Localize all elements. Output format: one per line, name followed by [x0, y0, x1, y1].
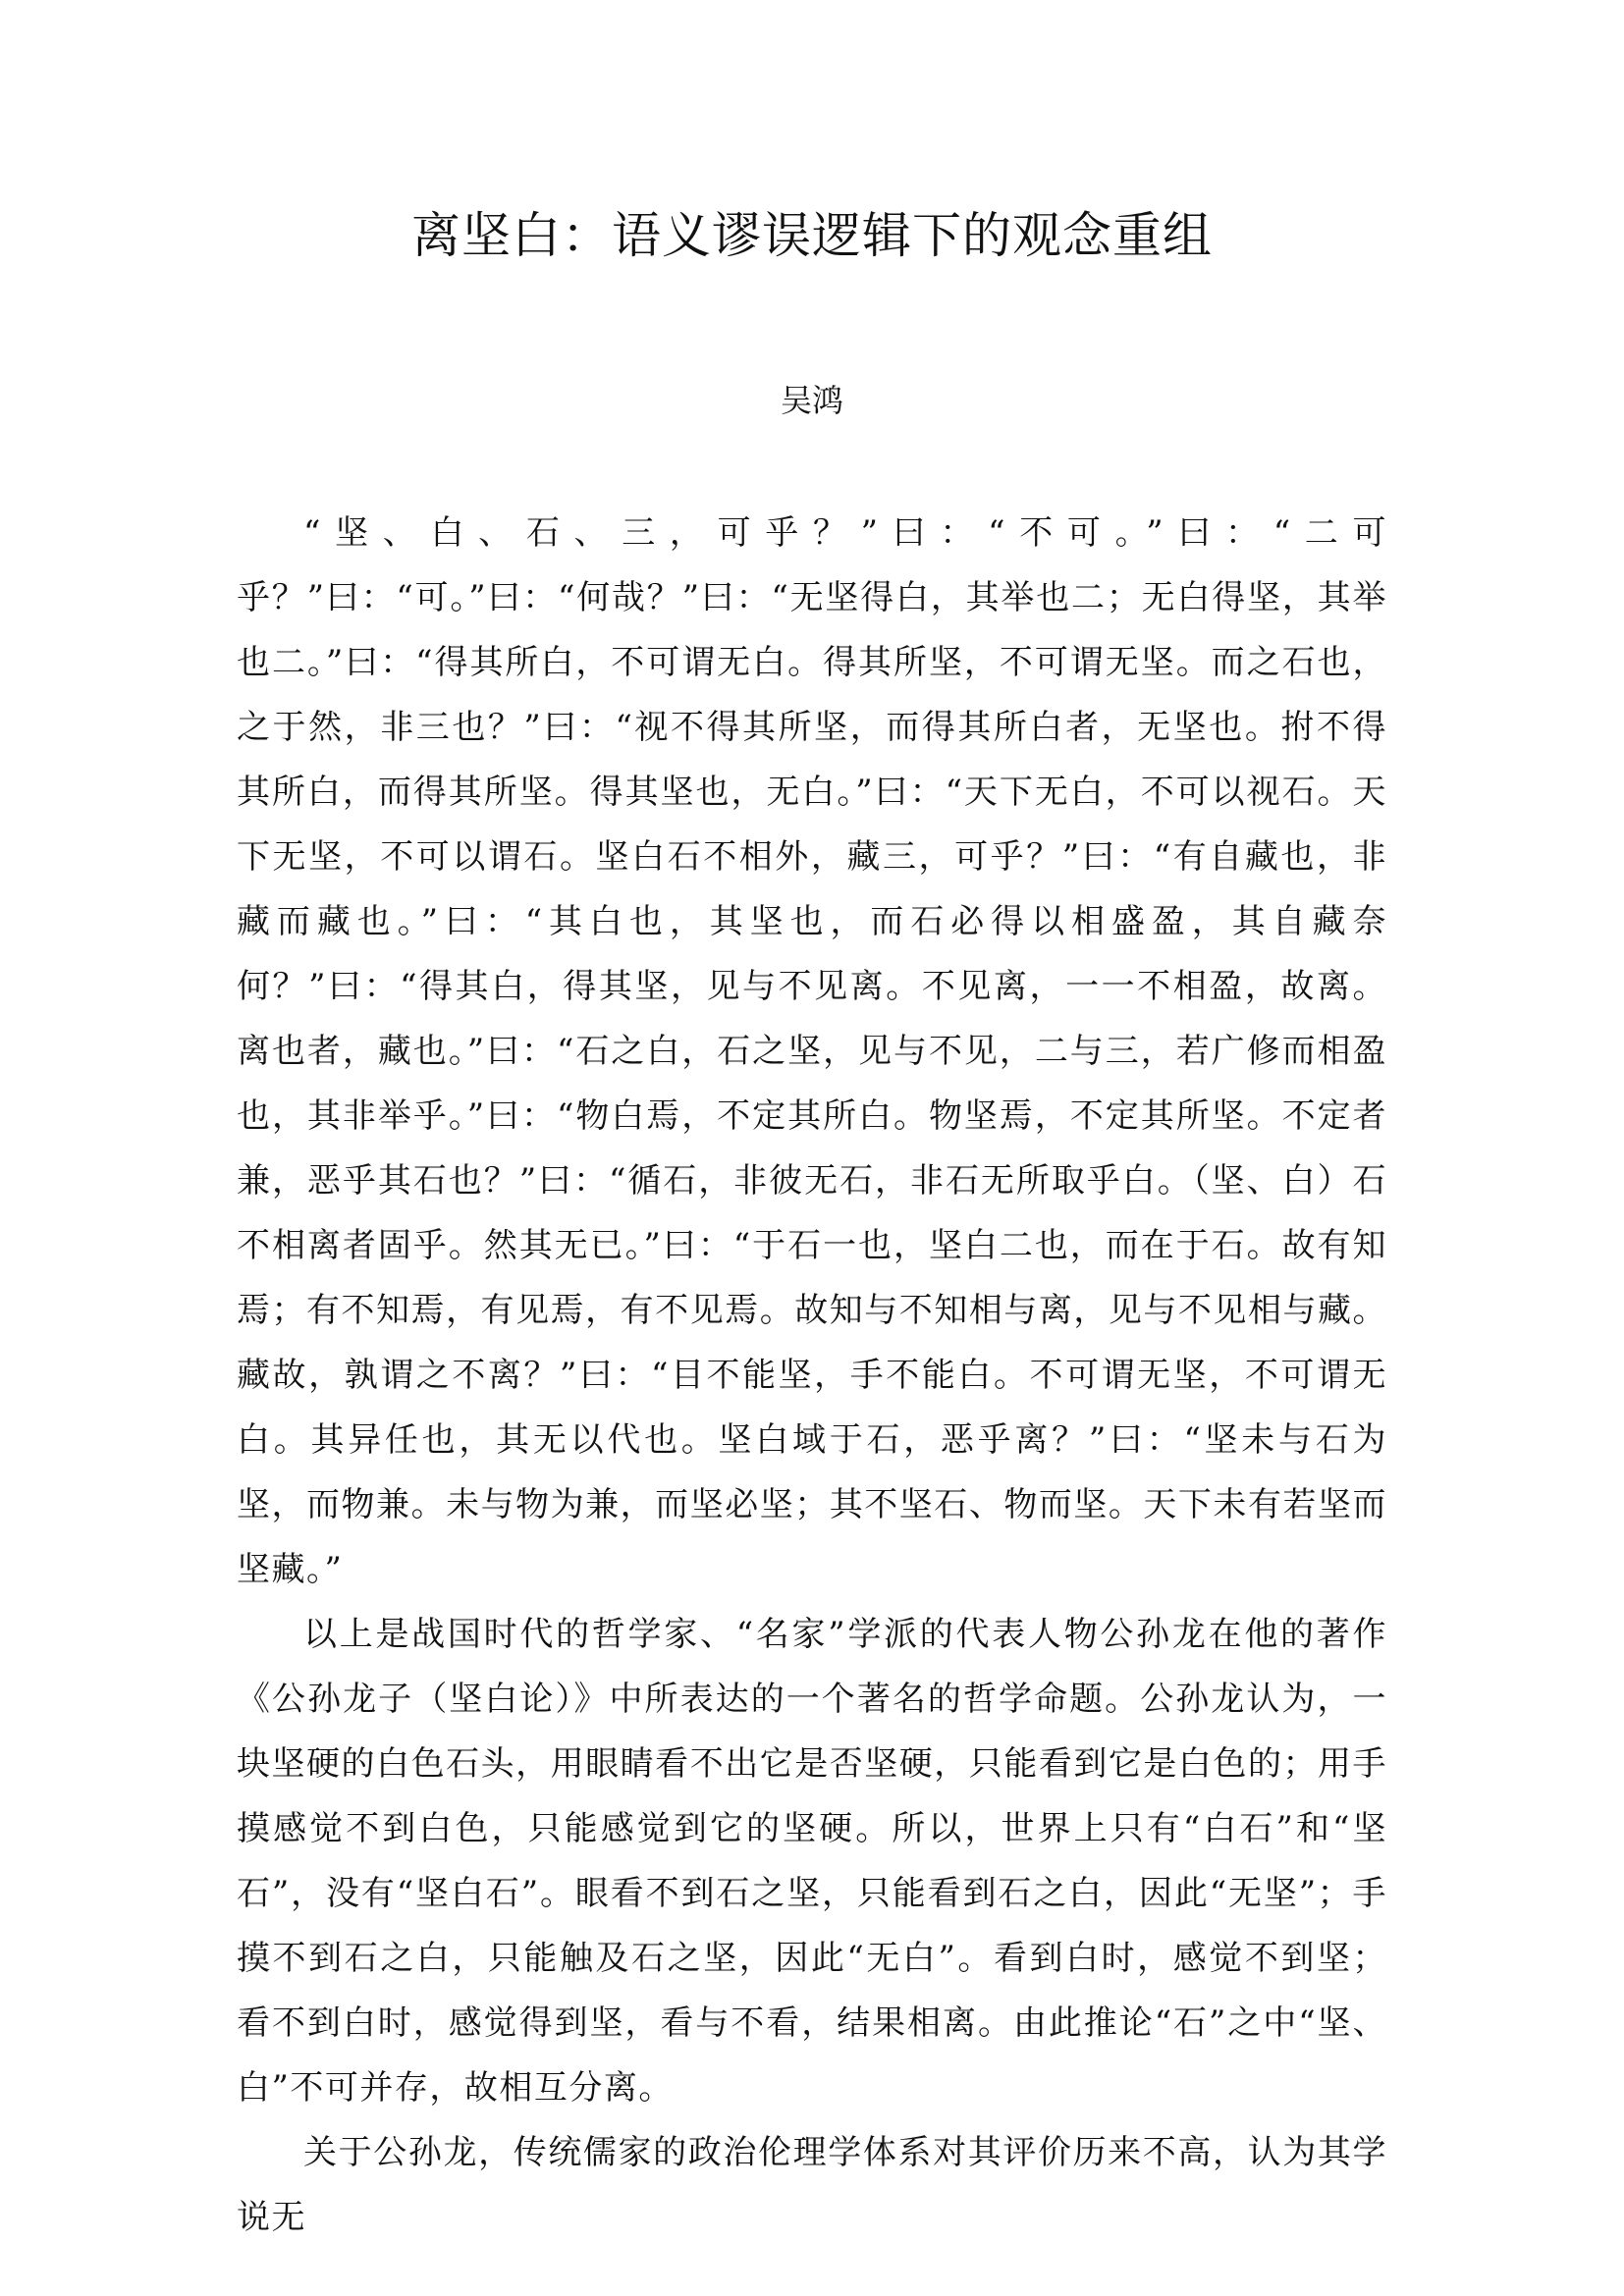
paragraph-quote: “坚、白、石、三，可乎？”曰：“不可。”曰：“二可乎？”曰：“可。”曰：“何哉？”曰：“无坚得白，其举也二；无白得坚，其举也二。”曰：“得其所白，不可谓无白。得其所坚，不可谓无坚。而之石也，之于然，非三也？”曰：“视不得其所坚，而得其所白者，无坚也。拊不得其所白，而得其所坚。得其坚也，无白。”曰：“天下无白，不可以视石。天下无坚，不可以谓石。坚白石不相外，藏三，可乎？”曰：“有自藏也，非藏而藏也。”曰：“其白也，其坚也，而石必得以相盛盈，其自藏奈何？”曰：“得其白，得其坚，见与不见离。不见离，一一不相盈，故离。离也者，藏也。”曰：“石之白，石之坚，见与不见，二与三，若广修而相盈也，其非举乎。”曰：“物白焉，不定其所白。物坚焉，不定其所坚。不定者兼，恶乎其石也？”曰：“循石，非彼无石，非石无所取乎白。（坚、白）石不相离者固乎。然其无已。”曰：“于石一也，坚白二也，而在于石。故有知焉；有不知焉，有见焉，有不见焉。故知与不知相与离，见与不见相与藏。藏故，孰谓之不离？”曰：“目不能坚，手不能白。不可谓无坚，不可谓无白。其异任也，其无以代也。坚白域于石，恶乎离？”曰：“坚未与石为坚，而物兼。未与物为兼，而坚必坚；其不坚石、物而坚。天下未有若坚而坚藏。”	[237, 513, 1387, 1589]
document-title: 离坚白：语义谬误逻辑下的观念重组	[411, 207, 1213, 264]
document-body	[237, 501, 1387, 2250]
paragraph-explanation: 以上是战国时代的哲学家、“名家”学派的代表人物公孙龙在他的著作《公孙龙子（坚白论）》中所表达的一个著名的哲学命题。公孙龙认为，一块坚硬的白色石头，用眼睛看不出它是否坚硬，只能看到它是白色的；用手摸感觉不到白色，只能感觉到它的坚硬。所以，世界上只有“白石”和“坚石”，没有“坚白石”。眼看不到石之坚，只能看到石之白，因此“无坚”；手摸不到石之白，只能触及石之坚，因此“无白”。看到白时，感觉不到坚；看不到白时，感觉得到坚，看与不看，结果相离。由此推论“石”之中“坚、白”不可并存，故相互分离。	[237, 1615, 1387, 2108]
paragraph-evaluation: 关于公孙龙，传统儒家的政治伦理学体系对其评价历来不高，认为其学说无	[237, 2133, 1387, 2237]
author-name: 吴鸿	[780, 382, 843, 419]
